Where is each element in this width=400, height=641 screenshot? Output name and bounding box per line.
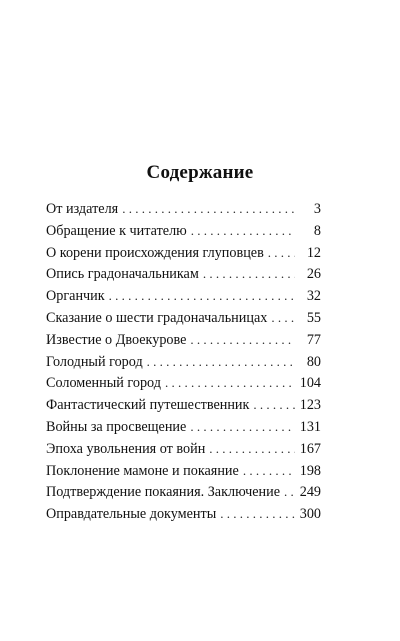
toc-entry-page: 80 [306,353,321,370]
toc-entry-page: 55 [306,309,321,326]
toc-entry [46,351,321,373]
toc-entry-page: 8 [313,222,321,239]
toc-dot-leader [203,263,295,285]
toc-dot-leader [190,329,295,351]
toc-dot-leader [147,351,295,373]
toc-dot-leader [253,394,295,416]
toc-entry-page: 300 [299,506,321,523]
toc-entry-label: Органчик [46,288,105,305]
toc-entry-label: Эпоха увольнения от войн [46,440,206,457]
toc-entry-page: 131 [299,418,321,435]
toc-dot-leader [191,220,295,242]
toc-entry-page: 32 [306,288,321,305]
toc-entry-page: 3 [313,201,321,217]
toc-entry-page: 12 [306,244,321,261]
toc-entry-page: 167 [299,440,321,457]
toc-entry-page: 123 [299,397,321,414]
toc-dot-leader [268,242,295,264]
toc-entry-label: Поклонение мамоне и покаяние [46,462,239,479]
toc-entry-label: Соломенный город [46,375,161,392]
toc-dot-leader [165,372,295,394]
toc-entry [46,503,321,525]
toc-entry [46,285,321,307]
toc-entry-label: Голодный город [46,353,143,370]
table-of-contents [46,198,321,525]
toc-dot-leader [284,481,295,503]
toc-entry [46,307,321,329]
toc-entry-label: Подтверждение покаяния. Заключение [46,484,281,501]
toc-entry [46,372,321,394]
toc-entry-label: Войны за просвещение [46,418,187,435]
toc-entry-page: 249 [299,484,321,501]
toc-entry-label: О корени происхождения глуповцев [46,244,264,261]
toc-entry-label: Обращение к читателю [46,222,187,239]
toc-entry [46,329,321,351]
toc-entry-label: От издателя [46,201,119,217]
toc-entry-page: 26 [306,266,321,283]
toc-entry [46,416,321,438]
toc-entry [46,242,321,264]
toc-entry-page: 198 [299,462,321,479]
toc-entry-label: Опись градоначальникам [46,266,199,283]
toc-entry [46,438,321,460]
toc-dot-leader [243,460,295,482]
toc-entry-page: 104 [299,375,321,392]
toc-dot-leader [109,285,295,307]
toc-dot-leader [271,307,295,329]
toc-dot-leader [209,438,295,460]
toc-entry [46,481,321,503]
toc-dot-leader [122,198,295,220]
toc-entry-label: Сказание о шести градоначальницах [46,309,268,326]
toc-entry-label: Фантастический путешественник [46,397,250,414]
toc-entry [46,220,321,242]
toc-entry [46,394,321,416]
toc-entry-label: Оправдательные документы [46,506,217,523]
toc-entry-label: Известие о Двоекурове [46,331,187,348]
toc-dot-leader [220,503,295,525]
toc-title: Содержание [146,162,254,183]
toc-dot-leader [190,416,295,438]
toc-entry-page: 77 [306,331,321,348]
toc-entry [46,460,321,482]
toc-entry [46,198,321,220]
toc-entry [46,263,321,285]
